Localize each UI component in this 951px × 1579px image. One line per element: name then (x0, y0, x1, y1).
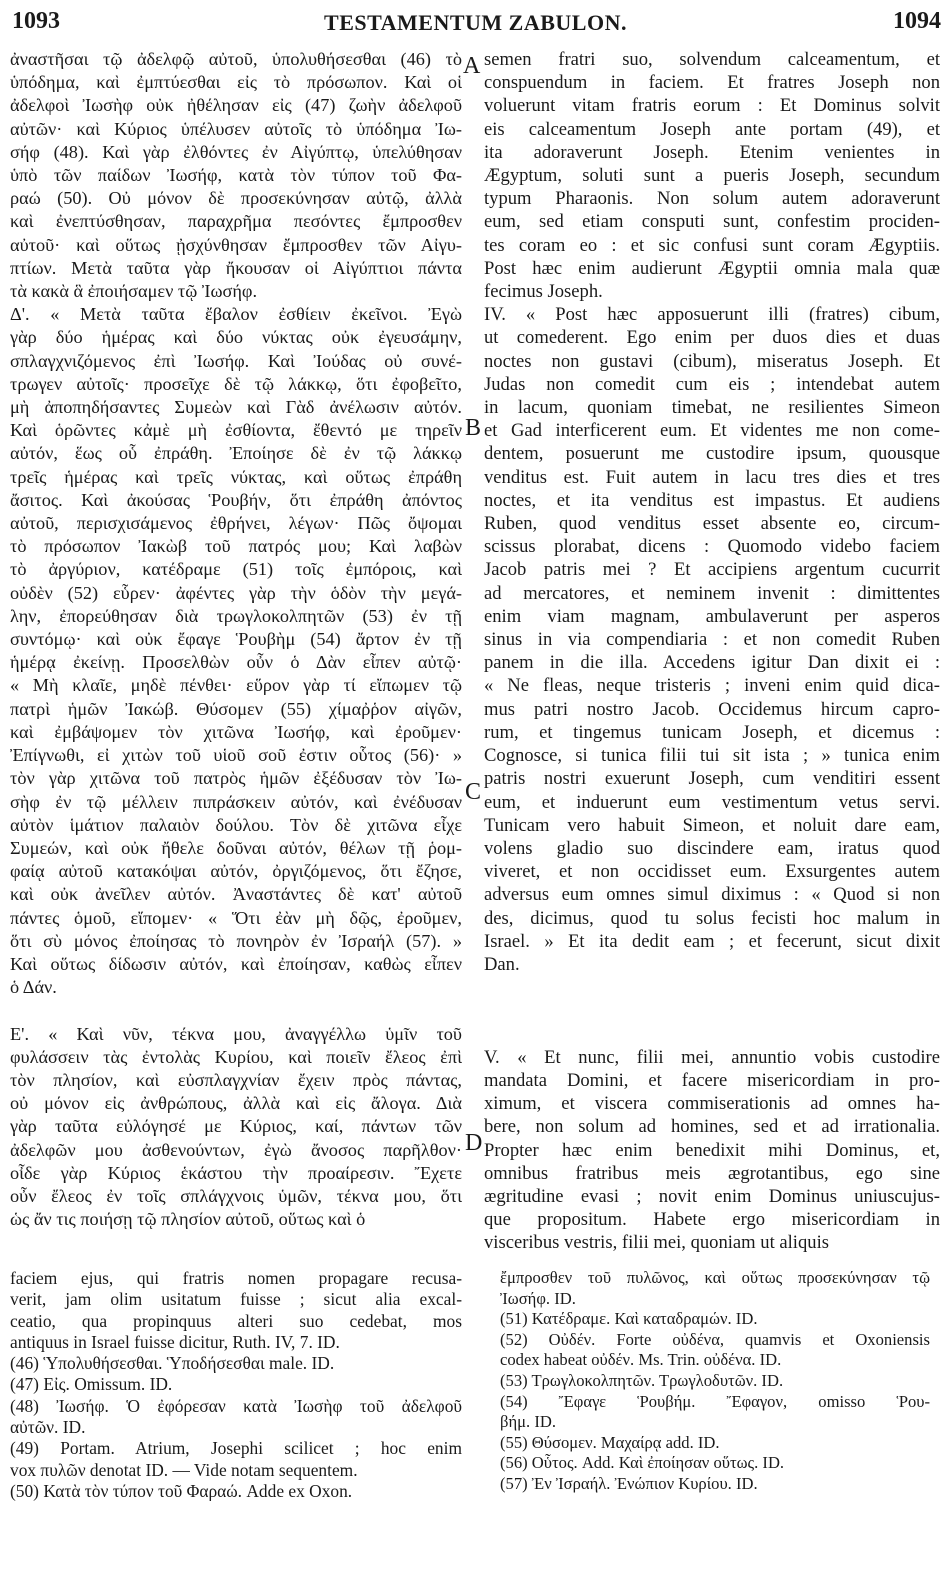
greek-line: ἡμέρᾳ ἐκείνῃ. Προσελθὼν οὖν ὁ Δὰν εἶπεν αὐτῷ· (10, 652, 462, 673)
latin-line: Israel. » Et ita dedit eam ; et fecerunt, sicut dixit (484, 930, 940, 952)
running-title: TESTAMENTUM ZABULON. (324, 10, 627, 35)
greek-line: ὑπὸ τῶν παίδων Ἰωσήφ, κατὰ τὸν τύπον τοῦ Φα- (10, 165, 462, 186)
latin-line: sinus in via compendiaria : et non comedit Ruben (484, 629, 940, 651)
footnote-line: (46) Ὑπολυθήσεσθαι. Ὑποδήσεσθαι male. ID. (10, 1353, 335, 1374)
greek-line: τὰ κακὰ ἃ ἐποιήσαμεν τῷ Ἰωσήφ. (10, 281, 258, 302)
footnote-line: (49) Portam. Atrium, Josephi scilicet ; hoc enim (10, 1438, 462, 1459)
latin-line: in lacum, quoniam timebat, ne resilientes Simeon (484, 397, 940, 419)
greek-line: τρωγεν αὐτοῖς· προσεῖχε δὲ τῷ λάκκῳ, ὅτι ἐφοβεῖτο, (10, 373, 462, 394)
latin-line: tes coram eo : et sic confusi sunt coram Ægyptiis. (484, 234, 940, 256)
footnote-line: βήμ. ID. (500, 1412, 556, 1432)
page-header (10, 8, 941, 38)
greek-line: γὰρ ταῦτα εὐλόγησέ με Κύριος, καί, πάντων τῶν (10, 1116, 462, 1137)
latin-line: des, dicimus, quod tu solus fecisti hoc malum in (484, 907, 940, 929)
greek-line: ὡς ἄν τις ποιήσῃ τῷ πλησίον αὐτοῦ, οὕτως καὶ ὁ (10, 1209, 366, 1230)
greek-line: σπλαγχνιζόμενος ἐπὶ Ἰωσήφ. Καὶ Ἰούδας οὐ συνέ- (10, 350, 462, 371)
latin-line (484, 1023, 940, 1046)
latin-line: ita adoraverunt Joseph. Etenim venientes in (484, 141, 940, 163)
latin-line: Post hæc enim audierunt Ægyptii omnia mala quæ (484, 257, 940, 279)
greek-line: ὅτι σὺ μόνος ἐποίησας τὸ πονηρὸν ἐν Ἰσραήλ (57). » (10, 930, 462, 951)
greek-line: καὶ ἐμβάψομεν τὸν χιτῶνα Ἰωσήφ, καὶ ἐροῦμεν· (10, 721, 462, 742)
greek-line: τὸ ἀργύριον, κατέδραμε (51) τοῖς ἐμπόροις, καὶ (10, 559, 462, 580)
footnote-line: ἔμπροσθεν τοῦ πυλῶνος, καὶ οὕτως προσεκύνησαν τῷ (500, 1268, 930, 1287)
greek-line: Δ'. « Μετὰ ταῦτα ἔβαλον ἐσθίειν ἐκεῖνοι. Ἐγὼ (10, 304, 462, 325)
latin-line: ut comederent. Ego enim per duos dies et duas (484, 327, 940, 349)
latin-line: IV. « Post hæc apposuerunt illi (fratres) cibum, (484, 304, 940, 326)
latin-line: patris nostri exuerunt Joseph, cum venditiri essent (484, 768, 940, 790)
latin-line: Propter hæc enim benedixit mihi Dominus, et, (484, 1139, 940, 1161)
footnote-line: antiquus in Israel fuisse dicitur, Ruth. IV, 7. ID. (10, 1331, 340, 1352)
latin-line: panem in die illa. Accedens igitur Dan dixit ei : (484, 652, 940, 674)
greek-line: καὶ ἐνεπτύσθησαν, παραχρῆμα πεσόντες ἔμπροσθεν (10, 211, 462, 232)
latin-line: eum, et induerunt eum vestimentum vetus servi. (484, 791, 940, 813)
latin-line: Tunicam vero habuit Simeon, et noluit dare eam, (484, 814, 940, 836)
section-marker-d: D (465, 1130, 483, 1156)
latin-line (484, 999, 940, 1022)
greek-line: αὐτῶν· καὶ Κύριος ὑπέλυσεν αὐτοῖς τὸ ὑπόδημα Ἰω- (10, 118, 462, 139)
greek-line: ἄσιτος. Καὶ ἀκούσας Ῥουβήν, ὅτι ἐπράθη ἀπόντος (10, 489, 462, 510)
footnote-line: (54) Ἔφαγε Ῥουβήμ. Ἔφαγον, omisso Ῥου- (500, 1391, 930, 1411)
greek-line: σὴφ ἐν τῷ μέλλειν πιπράσκειν αὐτόν, καὶ ἐνέδυσαν (10, 791, 462, 812)
latin-line: « Ne fleas, neque tristeris ; inveni enim quid dica- (484, 675, 940, 697)
footnote-line: verit, jam olim usitatum fuisse ; sicut alia excal- (10, 1289, 462, 1310)
section-marker-a: A (463, 53, 481, 79)
footnote-line: (53) Τρωγλοκολπητῶν. Τρωγλοδυτῶν. ID. (500, 1370, 784, 1390)
latin-line: V. « Et nunc, filii mei, annuntio vobis custodire (484, 1046, 940, 1068)
greek-line: γὰρ δύο ἡμέρας καὶ δύο νύκτας οὐκ ἐγευσάμην, (10, 327, 462, 348)
page-number-right: 1094 (893, 8, 941, 34)
latin-line: voluerunt vitam fratris eorum : Et Dominus solvit (484, 95, 940, 117)
latin-line: dentem, posuerunt me custodire ipsum, quousque (484, 443, 940, 465)
latin-line: scissus plorabat, dicens : Quomodo videbo faciem (484, 536, 940, 558)
greek-line: ἀδελφοὶ Ἰωσὴφ οὐκ ἠθέλησαν εἰς (47) ζωὴν ἀδελφοῦ (10, 95, 462, 116)
greek-line: αὐτὸν ἱμάτιον παλαιὸν δούλου. Τὸν δὲ χιτῶνα εἶχε (10, 814, 462, 835)
greek-line: αὐτοῦ, περισχισάμενος ἐθρήνει, λέγων· Πῶς ὄψομαι (10, 513, 462, 534)
footnote-line: (52) Οὐδέν. Forte οὐδένα, quamvis et Oxoniensis (500, 1329, 930, 1349)
greek-line: ὑπόδημα, καὶ ἐμπτύεσθαι εἰς τὸ πρόσωπον. Καὶ οἱ (10, 72, 462, 93)
footnote-line: faciem ejus, qui fratris nomen propagare recusa- (10, 1268, 462, 1288)
latin-line: mus patri nostro Jacob. Occidemus hircum capro- (484, 698, 940, 720)
page-number-left: 1093 (12, 8, 60, 34)
greek-line: οἶδε γὰρ Κύριος ἑκάστου τὴν προαίρεσιν. Ἔχετε (10, 1162, 462, 1183)
latin-line: noctes, et ita venditus est impastus. Et audiens (484, 489, 940, 511)
greek-line: Καὶ ὁρῶντες κἀμὲ μὴ ἐσθίοντα, ἔθεντό με τηρεῖν (10, 420, 462, 441)
latin-line: Ægyptum, soluti sunt a pueris Joseph, secundum (484, 165, 940, 187)
latin-line: Judas non comedit cum eis ; intendebat autem (484, 373, 940, 395)
footnotes-left (10, 1268, 462, 1508)
footnote-line: (57) Ἐν Ἰσραήλ. Ἐνώπιον Κυρίου. ID. (500, 1473, 758, 1493)
latin-line: viveret, et non occidisset eum. Exsurgentes autem (484, 861, 940, 883)
footnote-line: vox πυλῶν denotat ID. — Vide notam sequentem. (10, 1459, 358, 1480)
section-marker-b: B (465, 415, 482, 441)
latin-line: ad mercatores, et neminem invenit : dimittentes (484, 582, 940, 604)
greek-line: τρεῖς ἡμέρας καὶ τρεῖς νύκτας, καὶ οὕτως ἐπράθη (10, 466, 462, 487)
latin-line: que propositum. Habete ergo misericordiam in (484, 1209, 940, 1231)
latin-line: volens gladio suo discindere eam, iratus quod (484, 837, 940, 859)
latin-line: enim viam magnam, ambulaverunt per asperos (484, 605, 940, 627)
footnote-line: codex habeat οὐδέν. Ms. Trin. οὐδένα. ID. (500, 1350, 782, 1370)
footnotes-right (500, 1268, 930, 1500)
greek-line: συντόμῳ· καὶ οὐκ ἔφαγε Ῥουβὴμ (54) ἄρτον ἐν τῇ (10, 629, 462, 650)
latin-line: eum, sed etiam consputi sunt, confestim prociden- (484, 211, 940, 233)
footnote-line: (50) Κατὰ τὸν τύπον τοῦ Φαραώ. Adde ex Oxon. (10, 1480, 353, 1501)
greek-line: Συμεών, καὶ οὐκ ἤθελε δοῦναι αὐτόν, θέλων τῇ ῥομ- (10, 837, 462, 858)
greek-text-column (10, 48, 462, 1254)
latin-line: rum, et tingemus tunicam Joseph, et dicemus : (484, 721, 940, 743)
greek-line: τὸν γὰρ χιτῶνα τοῦ πατρὸς ἡμῶν ἐξέδυσαν τὸν Ἰω- (10, 768, 462, 789)
greek-line: Ἐπίγνωθι, εἰ χιτὼν τοῦ υἱοῦ σοῦ ἐστιν οὗτος (56)· » (10, 745, 462, 766)
greek-line (10, 999, 462, 1022)
latin-line: adversus eum omnes simul diximus : « Quod si non (484, 884, 940, 906)
greek-line: πάντες ὁμοῦ, εἴπομεν· « Ὅτι ἐὰν μὴ δῷς, ἐροῦμεν, (10, 907, 462, 928)
latin-line: noctes non gustavi (cibum), miseratus Joseph. Et (484, 350, 940, 372)
greek-line: οὖν ἔλεος ἐν τοῖς σπλάγχνοις ὑμῶν, τέκνα μου, ὅτι (10, 1185, 462, 1206)
greek-line: τὸν πλησίον, καὶ εὐσπλαγχνίαν ἔχειν πρὸς πάντας, (10, 1069, 462, 1090)
footnote-line: (48) Ἰωσήφ. Ὁ ἐφόρεσαν κατὰ Ἰωσὴφ τοῦ ἀδελφοῦ (10, 1395, 462, 1416)
footnote-line: (47) Εἰς. Omissum. ID. (10, 1374, 173, 1395)
greek-line: πατρὶ ἡμῶν Ἰακώβ. Θύσομεν (55) χίμαῤῥον αἰγῶν, (10, 698, 462, 719)
latin-line: ægritudine evasi ; novit enim Dominus uniuscujus- (484, 1185, 940, 1207)
latin-line: visceribus vestris, filii mei, quoniam ut aliquis (484, 1232, 829, 1254)
footnote-line: ceatio, qua propinquus alteri suo cedebat, mos (10, 1310, 462, 1331)
latin-line: ximum, et viscera commiserationis ad omnes ha- (484, 1093, 940, 1115)
greek-line: Ε'. « Καὶ νῦν, τέκνα μου, ἀναγγέλλω ὑμῖν τοῦ (10, 1023, 462, 1044)
greek-line: ἀδελφῶν μου ἀσθενούντων, ἐγὼ ἄνοσος παρῆλθον· (10, 1139, 462, 1160)
footnote-line: (55) Θύσομεν. Μαχαίρᾳ add. ID. (500, 1432, 720, 1452)
greek-line: τὸ πρόσωπον Ἰακὼβ τοῦ πατρός μου; Καὶ λαβὼν (10, 536, 462, 557)
greek-line: ὁ Δάν. (10, 977, 57, 998)
latin-line: eis calceamentum Joseph ante portam (49), et (484, 118, 940, 140)
greek-line: καὶ οὐκ ἀνεῖλεν αὐτόν. Ἀναστάντες δὲ κατ' αὐτοῦ (10, 884, 462, 905)
greek-line: Καὶ οὕτως δίδωσιν αὐτόν, καὶ ἐποίησαν, καθὼς εἶπεν (10, 953, 462, 974)
latin-line: mandata Domini, et facere misericordiam in pro- (484, 1069, 940, 1091)
latin-line: fecimus Joseph. (484, 281, 603, 303)
footnote-line: Ἰωσήφ. ID. (500, 1288, 576, 1308)
greek-line: φυλάσσειν τὰς ἐντολὰς Κυρίου, καὶ ποιεῖν ἔλεος ἐπὶ (10, 1046, 462, 1067)
latin-line: semen fratri suo, solvendum calceamentum, et (484, 49, 940, 70)
greek-line: λην, ἐπορεύθησαν διὰ τρωγλοκολπητῶν (53) ἐν τῇ (10, 605, 462, 626)
greek-line: οὐδὲν (52) εὗρεν· ἀφέντες γὰρ τὴν ὁδὸν τὴν μεγά- (10, 582, 462, 603)
footnote-line: (51) Κατέδραμε. Καὶ καταδραμών. ID. (500, 1309, 758, 1329)
latin-line: conspuendum in faciem. Et fratres Joseph non (484, 72, 940, 94)
section-marker-c: C (465, 779, 482, 805)
footnote-line: αὐτῶν. ID. (10, 1417, 86, 1438)
latin-text-column (484, 48, 940, 1254)
latin-line: Cognosce, si tunica filii tui sit ista ; » tunica enim (484, 745, 940, 767)
latin-line (484, 976, 940, 999)
greek-line: ραώ (50). Οὐ μόνον δὲ προσεκύνησαν αὐτῷ, ἀλλὰ (10, 188, 462, 209)
footnote-line: (56) Οὗτος. Add. Καὶ ἐποίησαν οὕτως. ID. (500, 1453, 785, 1473)
greek-line: φαίᾳ αὐτοῦ κατακόψαι αὐτόν, ὀργιζόμενος, ὅτι ἔζησε, (10, 861, 462, 882)
greek-line: αὐτόν, ἕως οὗ ἐπράθη. Ἐποίησε δὲ ἐν τῷ λάκκῳ (10, 443, 462, 464)
greek-line: μὴ ἀποπηδήσαντες Συμεὼν καὶ Γὰδ ἀνέλωσιν αὐτόν. (10, 397, 462, 418)
greek-line: ἀναστῆσαι τῷ ἀδελφῷ αὐτοῦ, ὑπολυθήσεσθαι (46) τὸ (10, 49, 462, 69)
latin-line: typum Pharaonis. Non solum autem adoraverunt (484, 188, 940, 210)
greek-line: σήφ (48). Καὶ γὰρ ἐλθόντες ἐν Αἰγύπτῳ, ὑπελύθησαν (10, 141, 462, 162)
greek-line: αὐτοῦ· καὶ οὕτως ᾐσχύνθησαν ἔμπροσθεν τῶν Αἰγυ- (10, 234, 462, 255)
greek-line: πτίων. Μετὰ ταῦτα γὰρ ἤκουσαν οἱ Αἰγύπτιοι πάντα (10, 257, 462, 278)
latin-line: bere, non solum ad homines, sed et ad irrationalia. (484, 1116, 940, 1138)
greek-line: « Μὴ κλαῖε, μηδὲ πένθει· εὕρον γὰρ τί εἴπωμεν τῷ (10, 675, 462, 696)
latin-line: Ruben, quod venditus esset absente eo, circum- (484, 513, 940, 535)
latin-line: Dan. (484, 953, 520, 975)
latin-line: omnibus fratribus meis ægrotantibus, ego sine (484, 1162, 940, 1184)
latin-line: venditus est. Fuit autem in lacu tres dies et tres (484, 466, 940, 488)
latin-line: Jacob patris mei ? Et accipiens argentum cucurrit (484, 559, 940, 581)
greek-line: οὐ μόνον εἰς ἀνθρώπους, ἀλλὰ καὶ εἰς ἄλογα. Διὰ (10, 1093, 462, 1114)
latin-line: et Gad interficerent eum. Et videntes me non come- (484, 420, 940, 442)
